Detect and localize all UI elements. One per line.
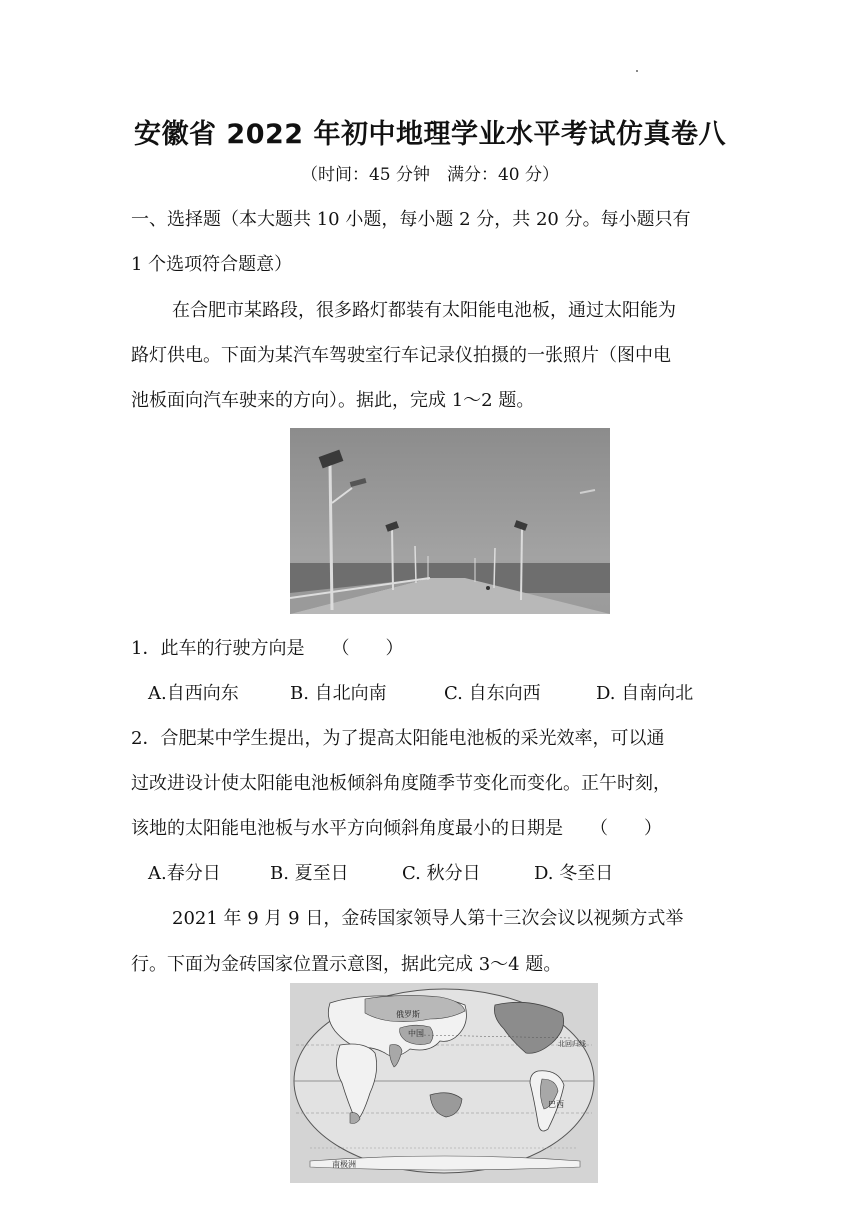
- map-label-tropic: 北回归线: [558, 1040, 586, 1048]
- q1-option-d: D. 自南向北: [596, 683, 694, 704]
- dashcam-photo-graphic: [290, 428, 610, 614]
- map-label-china: 中国: [408, 1029, 424, 1038]
- passage2-line-1: 2021 年 9 月 9 日，金砖国家领导人第十三次会议以视频方式举: [172, 908, 684, 929]
- passage1-line-2: 路灯供电。下面为某汽车驾驶室行车记录仪拍摄的一张照片（图中电: [131, 345, 671, 366]
- q2-option-a: A.春分日: [148, 863, 221, 884]
- q2-line-1: 2．合肥某中学生提出，为了提高太阳能电池板的采光效率，可以通: [131, 728, 665, 749]
- q2-option-b: B. 夏至日: [270, 863, 349, 884]
- map-label-antarctica: 南极洲: [332, 1160, 356, 1169]
- passage1-line-3: 池板面向汽车驶来的方向）。据此，完成 1～2 题。: [131, 390, 535, 411]
- map-label-brazil: 巴西: [548, 1100, 564, 1109]
- q1-stem: 1．此车的行驶方向是 （ ）: [131, 638, 404, 659]
- passage1-line-1: 在合肥市某路段，很多路灯都装有太阳能电池板，通过太阳能为: [172, 300, 676, 321]
- q1-option-a: A.自西向东: [148, 683, 239, 704]
- q2-line-3: 该地的太阳能电池板与水平方向倾斜角度最小的日期是 （ ）: [131, 818, 662, 839]
- brics-world-map: [290, 983, 598, 1183]
- page-speck: [636, 70, 638, 72]
- map-label-russia: 俄罗斯: [396, 1010, 420, 1019]
- world-map-graphic: [290, 983, 598, 1183]
- q2-option-d: D. 冬至日: [534, 863, 614, 884]
- q1-option-b: B. 自北向南: [290, 683, 387, 704]
- passage2-line-2: 行。下面为金砖国家位置示意图，据此完成 3～4 题。: [131, 954, 562, 975]
- exam-info: （时间：45 分钟 满分：40 分）: [300, 165, 560, 185]
- page-title: 安徽省 2022 年初中地理学业水平考试仿真卷八: [134, 119, 726, 150]
- q2-line-2: 过改进设计使太阳能电池板倾斜角度随季节变化而变化。正午时刻，: [131, 773, 671, 794]
- q1-option-c: C. 自东向西: [444, 683, 541, 704]
- section-heading-line-2: 1 个选项符合题意）: [131, 254, 293, 275]
- dashcam-photo: [290, 428, 610, 614]
- section-heading-line-1: 一、选择题（本大题共 10 小题，每小题 2 分，共 20 分。每小题只有: [131, 209, 691, 230]
- q2-option-c: C. 秋分日: [402, 863, 481, 884]
